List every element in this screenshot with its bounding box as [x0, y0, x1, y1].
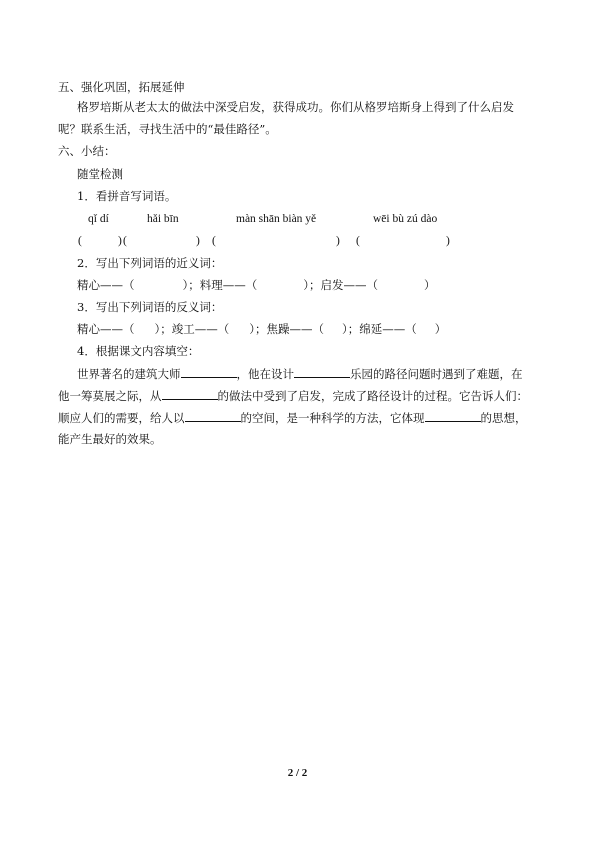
- question-2-title: 2．写出下列词语的近义词：: [77, 256, 223, 270]
- fill-blank[interactable]: [185, 409, 241, 422]
- answer-paren-open-4: (: [356, 235, 360, 247]
- question-4-line-2: [58, 387, 528, 404]
- question-1-title: 1．看拼音写词语。: [77, 189, 177, 203]
- q4-text: 的做法中受到了启发，完成了路径设计的过程。它告诉人们：: [217, 389, 528, 403]
- answer-paren-close-1: ): [118, 235, 122, 247]
- q2-item-4: ）: [424, 278, 436, 292]
- fill-blank[interactable]: [181, 365, 237, 378]
- q3-item-2: ）；竣工——（: [154, 322, 230, 336]
- section-5-paragraph-line-1: 格罗培斯从老太太的做法中深受启发，获得成功。你们从格罗培斯身上得到了什么启发: [77, 100, 514, 114]
- q4-text: 的空间，是一种科学的方法，它体现: [240, 411, 425, 425]
- answer-paren-open-1: (: [78, 235, 82, 247]
- q3-item-5: ）: [434, 322, 447, 336]
- section-5-paragraph-line-2: 呢？联系生活，寻找生活中的“最佳路径”。: [58, 122, 277, 136]
- fill-blank[interactable]: [425, 409, 481, 422]
- q2-item-3: ）；启发——（: [303, 278, 378, 292]
- pinyin-1: qǐ dí: [88, 213, 109, 225]
- question-4-line-3: [58, 409, 527, 426]
- q4-text: ，他在设计: [236, 367, 294, 381]
- fill-blank[interactable]: [294, 365, 350, 378]
- pinyin-3: màn shān biàn yě: [236, 213, 317, 225]
- q2-item-2: ）；料理——（: [182, 278, 258, 292]
- answer-paren-open-3: (: [212, 235, 216, 247]
- question-2-answers: [77, 277, 436, 293]
- pinyin-2: hǎi bīn: [147, 213, 179, 225]
- page-number: 2 / 2: [287, 767, 308, 779]
- answer-paren-close-2: ): [196, 235, 200, 247]
- pinyin-4: wēi bù zú dào: [373, 213, 438, 225]
- q4-text: 的思想，: [480, 411, 527, 425]
- q2-item-1: 精心——（: [77, 278, 135, 292]
- section-6-heading: 六、小结：: [58, 144, 116, 158]
- q4-text: 乐园的路径问题时遇到了难题，在: [350, 367, 523, 381]
- q3-item-1: 精心——（: [77, 322, 135, 336]
- question-3-title: 3．写出下列词语的反义词：: [77, 300, 223, 314]
- answer-paren-open-2: (: [123, 235, 127, 247]
- question-3-answers: [77, 321, 446, 337]
- fill-blank[interactable]: [162, 387, 218, 400]
- question-4-line-4: 能产生最好的效果。: [58, 432, 162, 446]
- q4-text: 顺应人们的需要，给人以: [58, 411, 185, 425]
- section-5-heading: 五、强化巩固，拓展延伸: [58, 80, 185, 94]
- q3-item-3: ）；焦躁——（: [249, 322, 324, 336]
- answer-paren-close-4: ): [446, 235, 450, 247]
- quiz-subheading: 随堂检测: [77, 167, 123, 181]
- q3-item-4: ）；绵延——（: [342, 322, 417, 336]
- q4-text: 世界著名的建筑大师: [77, 367, 181, 381]
- q4-text: 他一筹莫展之际，从: [58, 389, 162, 403]
- answer-paren-close-3: ): [336, 235, 340, 247]
- question-4-title: 4．根据课文内容填空：: [77, 344, 200, 358]
- question-4-line-1: [77, 365, 523, 382]
